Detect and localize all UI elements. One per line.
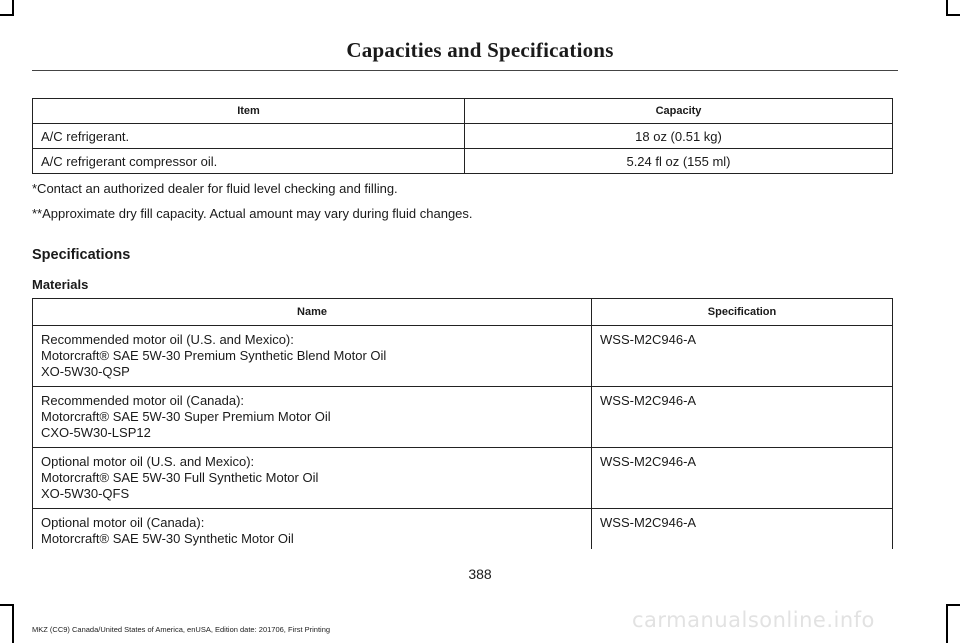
- crop-mark: [946, 604, 960, 606]
- capacity-cell: 5.24 fl oz (155 ml): [465, 149, 893, 174]
- capacity-table: [32, 98, 893, 174]
- name-line: Motorcraft® SAE 5W-30 Synthetic Motor Oil: [41, 531, 294, 546]
- name-cell: [33, 448, 592, 509]
- watermark: carmanualsonline.info: [632, 608, 875, 632]
- name-line: Motorcraft® SAE 5W-30 Full Synthetic Motor Oil: [41, 470, 319, 485]
- name-cell: [33, 387, 592, 448]
- column-header-name: Name: [33, 299, 592, 326]
- name-line: Recommended motor oil (U.S. and Mexico):: [41, 332, 294, 347]
- footnote-dealer: *Contact an authorized dealer for fluid level checking and filling.: [32, 181, 398, 196]
- crop-mark: [946, 604, 948, 643]
- page-title: Capacities and Specifications: [346, 38, 614, 62]
- item-cell: A/C refrigerant compressor oil.: [33, 149, 465, 174]
- footnote-dry-fill: **Approximate dry fill capacity. Actual amount may vary during fluid changes.: [32, 206, 473, 221]
- column-header-specification: Specification: [592, 299, 893, 326]
- section-heading: Specifications: [32, 247, 131, 263]
- name-line: XO-5W30-QFS: [41, 486, 130, 501]
- specification-cell: WSS-M2C946-A: [592, 509, 893, 550]
- title-divider: [32, 70, 898, 71]
- specification-cell: WSS-M2C946-A: [592, 448, 893, 509]
- table-row: [33, 509, 893, 550]
- name-line: CXO-5W30-LSP12: [41, 425, 151, 440]
- name-cell: [33, 509, 592, 550]
- name-line: Optional motor oil (Canada):: [41, 515, 205, 530]
- specification-cell: WSS-M2C946-A: [592, 387, 893, 448]
- table-row: [33, 149, 893, 174]
- name-cell: [33, 326, 592, 387]
- name-line: XO-5W30-QSP: [41, 364, 130, 379]
- column-header-capacity: Capacity: [465, 99, 893, 124]
- crop-mark: [0, 604, 14, 606]
- column-header-item: Item: [33, 99, 465, 124]
- table-header-row: [33, 99, 893, 124]
- crop-mark: [0, 14, 14, 16]
- materials-table: [32, 298, 893, 549]
- crop-mark: [946, 14, 960, 16]
- table-row: [33, 326, 893, 387]
- table-header-row: [33, 299, 893, 326]
- table-row: [33, 124, 893, 149]
- name-line: Optional motor oil (U.S. and Mexico):: [41, 454, 255, 469]
- table-row: [33, 387, 893, 448]
- subsection-heading: Materials: [32, 277, 89, 292]
- name-line: Motorcraft® SAE 5W-30 Premium Synthetic Blend Motor Oil: [41, 348, 387, 363]
- name-line: Motorcraft® SAE 5W-30 Super Premium Motor Oil: [41, 409, 331, 424]
- crop-mark: [12, 604, 14, 643]
- page-number: 388: [468, 566, 492, 582]
- specification-cell: WSS-M2C946-A: [592, 326, 893, 387]
- capacity-cell: 18 oz (0.51 kg): [465, 124, 893, 149]
- name-line: Recommended motor oil (Canada):: [41, 393, 245, 408]
- footer-edition-text: MKZ (CC9) Canada/United States of America, enUSA, Edition date: 201706, First Printing: [32, 625, 331, 634]
- table-row: [33, 448, 893, 509]
- item-cell: A/C refrigerant.: [33, 124, 465, 149]
